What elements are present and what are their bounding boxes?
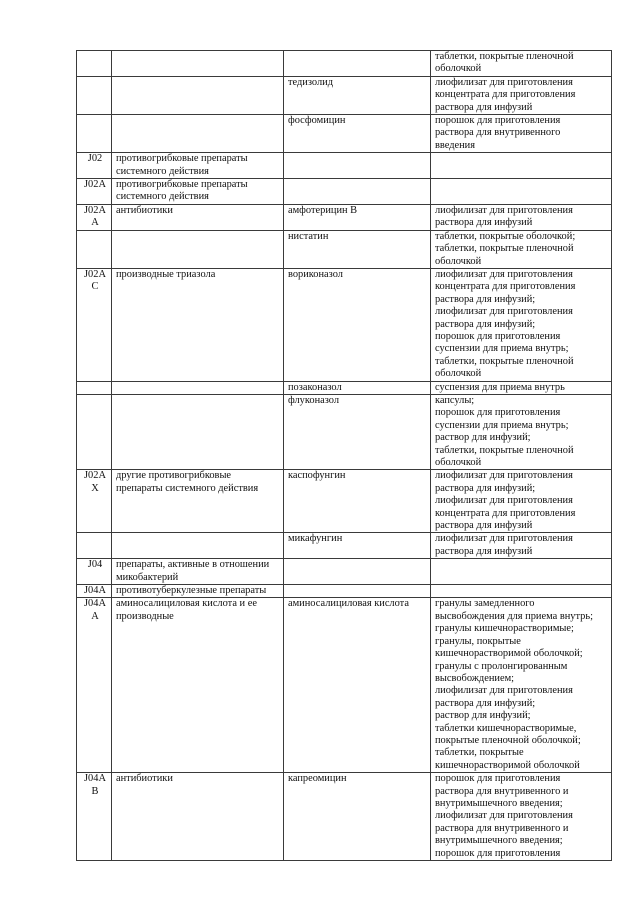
dosage-form-line: порошок для приготовления [435,407,561,419]
dosage-form-line: лиофилизат для приготовления [435,470,573,482]
dosage-form-line: суспензия для приема внутрь [435,381,565,393]
dosage-form-cell [431,470,612,533]
atc-code-cell: J04A [77,585,112,598]
drug-name-cell [284,51,431,77]
table-row [77,268,612,381]
dosage-form-line: порошок для приготовления [435,773,561,785]
dosage-form-line: раствора для инфузий [435,520,533,532]
anatomic-group-line: другие противогрибковые [116,470,232,482]
atc-code-cell [77,76,112,114]
table-row [77,394,612,469]
dosage-form-cell [431,115,612,153]
dosage-form-line: лиофилизат для приготовления [435,76,573,88]
dosage-form-line: суспензии для приема внутрь; [435,419,569,431]
anatomic-group-line: аминосалициловая кислота и ее [116,598,257,610]
anatomic-group-line: препараты, активные в отношении [116,559,270,571]
dosage-form-line: раствора для инфузий; [435,318,536,330]
dosage-form-line: кишечнорастворимой оболочкой [435,759,580,771]
table-row [77,470,612,533]
dosage-form-line: гранулы замедленного [435,598,535,610]
drug-name-line: каспофунгин [288,470,346,482]
table-row [77,773,612,861]
drug-name-cell [284,230,431,268]
table-row [77,204,612,230]
drug-name-cell [284,773,431,861]
anatomic-group-cell [112,204,284,230]
anatomic-group-cell [112,115,284,153]
drug-name-line: капреомицин [288,773,347,785]
atc-code-cell: J04A B [77,773,112,861]
anatomic-group-cell [112,394,284,469]
drug-name-line: флуконазол [288,394,340,406]
anatomic-group-line: антибиотики [116,204,173,216]
dosage-form-line: гранулы, покрытые [435,635,521,647]
drug-name-line: тедизолид [288,76,333,88]
drug-name-cell [284,533,431,559]
anatomic-group-cell [112,268,284,381]
dosage-form-cell [431,204,612,230]
dosage-form-line: порошок для приготовления [435,847,561,859]
anatomic-group-line: системного действия [116,165,209,177]
drug-name-cell [284,585,431,598]
anatomic-group-cell [112,51,284,77]
atc-code-cell: J04 [77,559,112,585]
anatomic-group-cell [112,559,284,585]
atc-code-cell [77,51,112,77]
anatomic-group-line: противогрибковые препараты [116,153,248,165]
dosage-form-cell [431,394,612,469]
dosage-form-line: концентрата для приготовления [435,281,576,293]
dosage-form-line: концентрата для приготовления [435,507,576,519]
dosage-form-line: гранулы кишечнорастворимые; [435,623,574,635]
table-row [77,230,612,268]
dosage-form-line: лиофилизат для приготовления [435,810,573,822]
dosage-form-line: порошок для приготовления [435,115,561,127]
dosage-form-line: гранулы с пролонгированным [435,660,568,672]
atc-code-cell [77,394,112,469]
dosage-form-line: раствора для инфузий [435,101,533,113]
drug-name-line: фосфомицин [288,115,346,127]
dosage-form-line: таблетки кишечнорастворимые, [435,722,577,734]
dosage-form-line: таблетки, покрытые оболочкой; [435,230,576,242]
anatomic-group-line: микобактерий [116,571,179,583]
drug-name-cell [284,470,431,533]
dosage-form-line: лиофилизат для приготовления [435,268,573,280]
drug-name-line: микафунгин [288,533,343,545]
dosage-form-line: порошок для приготовления [435,330,561,342]
dosage-form-cell [431,153,612,179]
drug-name-cell [284,76,431,114]
drug-name-cell [284,153,431,179]
medication-table [76,50,612,861]
dosage-form-line: лиофилизат для приготовления [435,685,573,697]
drug-name-cell [284,598,431,773]
anatomic-group-cell [112,585,284,598]
atc-code-cell: J02A C [77,268,112,381]
drug-name-cell [284,559,431,585]
dosage-form-line: внутримышечного введения; [435,835,563,847]
dosage-form-line: таблетки, покрытые пленочной [435,51,574,62]
dosage-form-line: высвобождения для приема внутрь; [435,610,593,622]
dosage-form-line: оболочкой [435,63,482,75]
dosage-form-line: высвобождением; [435,672,515,684]
anatomic-group-line: системного действия [116,191,209,203]
anatomic-group-cell [112,533,284,559]
atc-code-cell: J02A X [77,470,112,533]
dosage-form-line: раствора для внутривенного и [435,785,569,797]
drug-name-cell [284,381,431,394]
dosage-form-cell [431,76,612,114]
table-row [77,153,612,179]
dosage-form-line: лиофилизат для приготовления [435,306,573,318]
dosage-form-line: раствор для инфузий; [435,432,531,444]
atc-code-cell: J04A A [77,598,112,773]
atc-code-cell: J02A [77,179,112,205]
dosage-form-line: раствора для инфузий; [435,293,536,305]
anatomic-group-line: производные триазола [116,268,216,280]
atc-code-cell [77,533,112,559]
table-row [77,533,612,559]
anatomic-group-cell [112,179,284,205]
anatomic-group-cell [112,381,284,394]
dosage-form-cell [431,51,612,77]
dosage-form-line: раствора для инфузий [435,217,533,229]
dosage-form-line: лиофилизат для приготовления [435,204,573,216]
anatomic-group-cell [112,470,284,533]
anatomic-group-line: противогрибковые препараты [116,179,248,191]
table-row [77,51,612,77]
dosage-form-line: оболочкой [435,255,482,267]
anatomic-group-line: антибиотики [116,773,173,785]
dosage-form-cell [431,585,612,598]
dosage-form-cell [431,559,612,585]
dosage-form-line: раствора для инфузий; [435,482,536,494]
atc-code-cell [77,230,112,268]
table-row [77,115,612,153]
anatomic-group-cell [112,153,284,179]
drug-name-line: позаконазол [288,381,342,393]
dosage-form-cell [431,230,612,268]
dosage-form-cell [431,179,612,205]
dosage-form-line: лиофилизат для приготовления [435,533,573,545]
atc-code-cell: J02 [77,153,112,179]
dosage-form-line: введения [435,139,476,151]
dosage-form-line: таблетки, покрытые [435,747,524,759]
table-row [77,179,612,205]
dosage-form-line: кишечнорастворимой оболочкой; [435,648,583,660]
dosage-form-line: концентрата для приготовления [435,89,576,101]
dosage-form-line: покрытые пленочной оболочкой; [435,734,581,746]
dosage-form-line: раствора для внутривенного и [435,822,569,834]
atc-code-cell: J02A A [77,204,112,230]
dosage-form-line: таблетки, покрытые пленочной [435,355,574,367]
table-row [77,559,612,585]
table-row [77,585,612,598]
dosage-form-cell [431,268,612,381]
dosage-form-line: раствора для инфузий; [435,697,536,709]
dosage-form-line: лиофилизат для приготовления [435,495,573,507]
drug-name-cell [284,394,431,469]
dosage-form-cell [431,381,612,394]
dosage-form-line: суспензии для приема внутрь; [435,343,569,355]
anatomic-group-line: производные [116,610,174,622]
anatomic-group-line: препараты системного действия [116,482,259,494]
drug-name-line: нистатин [288,230,329,242]
dosage-form-line: внутримышечного введения; [435,797,563,809]
drug-name-cell [284,268,431,381]
drug-name-line: вориконазол [288,268,343,280]
dosage-form-line: капсулы; [435,394,475,406]
dosage-form-cell [431,598,612,773]
table-row [77,381,612,394]
dosage-form-line: раствор для инфузий; [435,710,531,722]
dosage-form-line: раствора для внутривенного [435,127,561,139]
medication-table-body [77,51,612,861]
drug-name-cell [284,179,431,205]
drug-name-line: амфотерицин B [288,204,358,216]
atc-code-cell [77,115,112,153]
dosage-form-line: оболочкой [435,457,482,468]
dosage-form-cell [431,773,612,861]
anatomic-group-cell [112,598,284,773]
drug-name-cell [284,115,431,153]
atc-code-cell [77,381,112,394]
anatomic-group-line: противотуберкулезные препараты [116,585,267,597]
drug-name-cell [284,204,431,230]
table-row [77,76,612,114]
table-row [77,598,612,773]
anatomic-group-cell [112,773,284,861]
dosage-form-line: таблетки, покрытые пленочной [435,243,574,255]
dosage-form-line: раствора для инфузий [435,545,533,557]
dosage-form-line: оболочкой [435,368,482,380]
drug-name-line: аминосалициловая кислота [288,598,409,610]
dosage-form-line: таблетки, покрытые пленочной [435,444,574,456]
dosage-form-cell [431,533,612,559]
anatomic-group-cell [112,76,284,114]
anatomic-group-cell [112,230,284,268]
